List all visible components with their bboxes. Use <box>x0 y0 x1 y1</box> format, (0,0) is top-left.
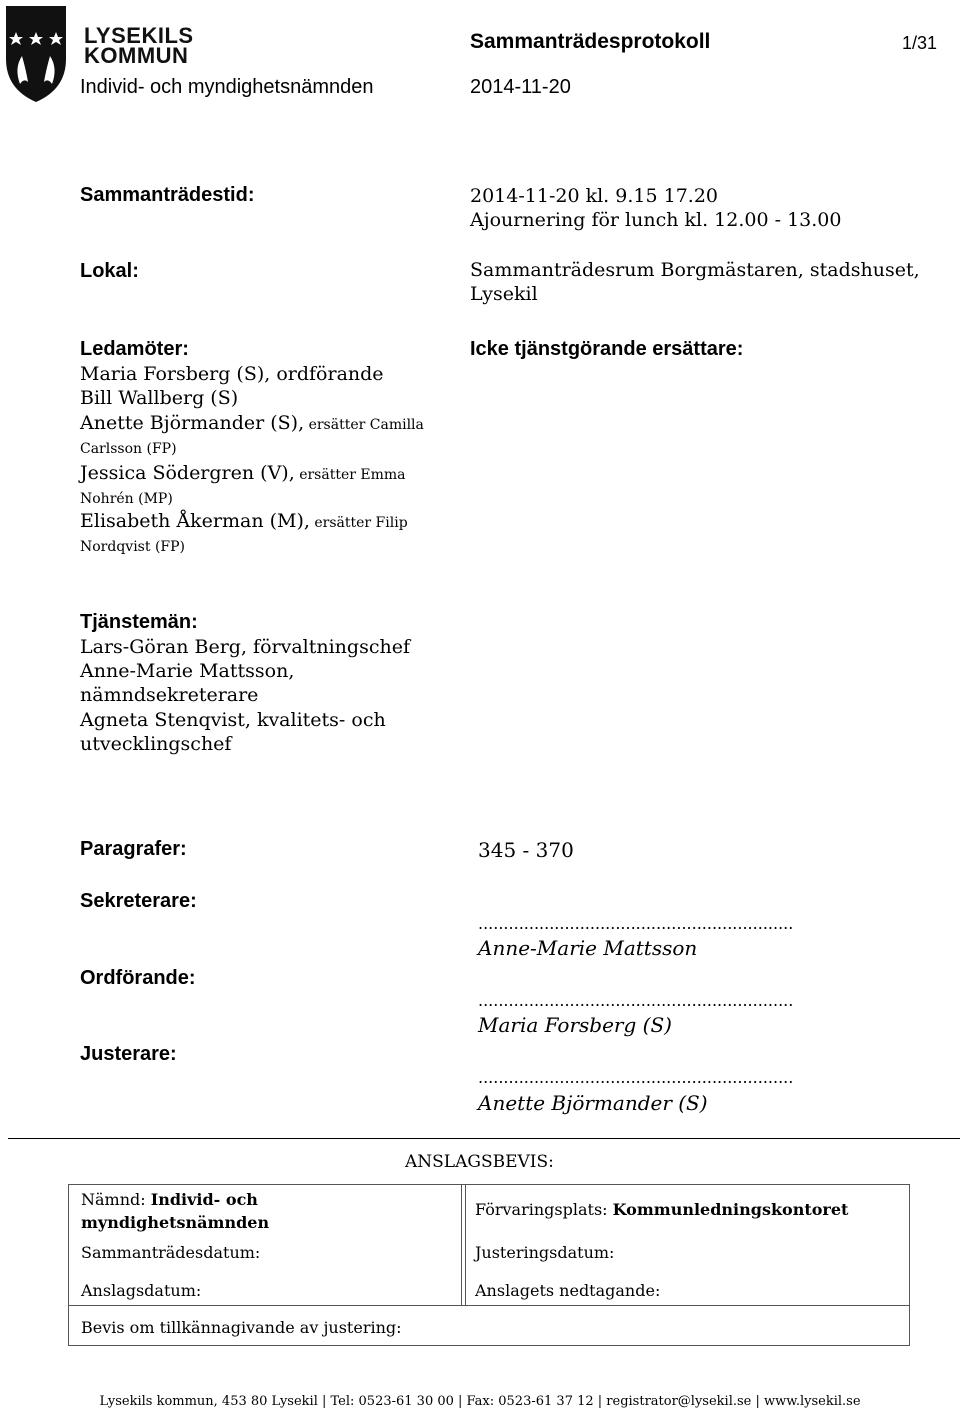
chair-label: Ordförande: <box>80 967 196 989</box>
notice-posting-date: Anslagsdatum: <box>81 1281 202 1300</box>
paragraphs-label: Paragrafer: <box>80 838 187 860</box>
notice-certificate: Bevis om tillkännagivande av justering: <box>81 1318 402 1337</box>
secretary-name: Anne-Marie Mattsson <box>478 936 698 960</box>
secretary-signature-line: .............................................................. <box>478 914 794 933</box>
official-1: Lars-Göran Berg, förvaltningschef <box>80 636 410 658</box>
footer-contact: Lysekils kommun, 453 80 Lysekil | Tel: 0523-61 30 00 | Fax: 0523-61 37 12 | registrator@lysekil.se | www.lysekil.se <box>99 1394 861 1409</box>
board-name: Individ- och myndighetsnämnden <box>80 76 374 98</box>
logo-wordmark: LYSEKILS KOMMUN <box>84 23 194 68</box>
members-label: Ledamöter: <box>80 338 189 360</box>
notice-board: Nämnd: Individ- och myndighetsnämnden <box>81 1190 270 1232</box>
notice-adjust-date: Justeringsdatum: <box>475 1243 615 1262</box>
notice-box <box>68 1184 910 1346</box>
member-1: Maria Forsberg (S), ordförande <box>80 363 384 385</box>
secretary-label: Sekreterare: <box>80 890 197 912</box>
member-2: Bill Wallberg (S) <box>80 387 239 409</box>
notice-heading: ANSLAGSBEVIS: <box>405 1152 554 1172</box>
member-4-cont: Nohrén (MP) <box>80 491 173 507</box>
meeting-time-value: 2014-11-20 kl. 9.15 17.20 <box>470 185 718 207</box>
official-2-title: nämndsekreterare <box>80 684 259 706</box>
officials-label: Tjänstemän: <box>80 611 198 633</box>
member-3: Anette Björmander (S), ersätter Camilla <box>80 412 424 434</box>
adjuster-label: Justerare: <box>80 1043 177 1065</box>
member-4: Jessica Södergren (V), ersätter Emma <box>80 462 406 484</box>
member-5: Elisabeth Åkerman (M), ersätter Filip <box>80 510 408 532</box>
notice-row-divider <box>69 1305 909 1306</box>
chair-name: Maria Forsberg (S) <box>478 1013 672 1037</box>
lysekil-coat-of-arms-logo <box>4 4 68 104</box>
document-title: Sammanträdesprotokoll <box>470 30 711 53</box>
official-2: Anne-Marie Mattsson, <box>80 660 295 682</box>
chair-signature-line: .............................................................. <box>478 991 794 1010</box>
meeting-break: Ajournering för lunch kl. 12.00 - 13.00 <box>470 209 842 231</box>
venue-line-1: Sammanträdesrum Borgmästaren, stadshuset, <box>470 259 920 281</box>
adjuster-signature-line: .............................................................. <box>478 1068 794 1087</box>
venue-line-2: Lysekil <box>470 283 538 305</box>
member-5-cont: Nordqvist (FP) <box>80 539 185 555</box>
notice-storage: Förvaringsplats: Kommunledningskontoret <box>475 1200 849 1219</box>
notice-removal-date: Anslagets nedtagande: <box>475 1281 661 1300</box>
notice-meeting-date: Sammanträdesdatum: <box>81 1243 261 1262</box>
meeting-time-label: Sammanträdestid: <box>80 184 255 206</box>
official-3-title: utvecklingschef <box>80 733 232 755</box>
paragraphs-value: 345 - 370 <box>478 838 574 862</box>
meeting-date: 2014-11-20 <box>470 76 571 98</box>
official-3: Agneta Stenqvist, kvalitets- och <box>80 709 386 731</box>
venue-label: Lokal: <box>80 260 139 282</box>
divider <box>8 1138 960 1139</box>
substitutes-label: Icke tjänstgörande ersättare: <box>470 338 744 360</box>
member-3-cont: Carlsson (FP) <box>80 441 177 457</box>
adjuster-name: Anette Björmander (S) <box>478 1091 708 1115</box>
page-number: 1/31 <box>902 33 938 53</box>
